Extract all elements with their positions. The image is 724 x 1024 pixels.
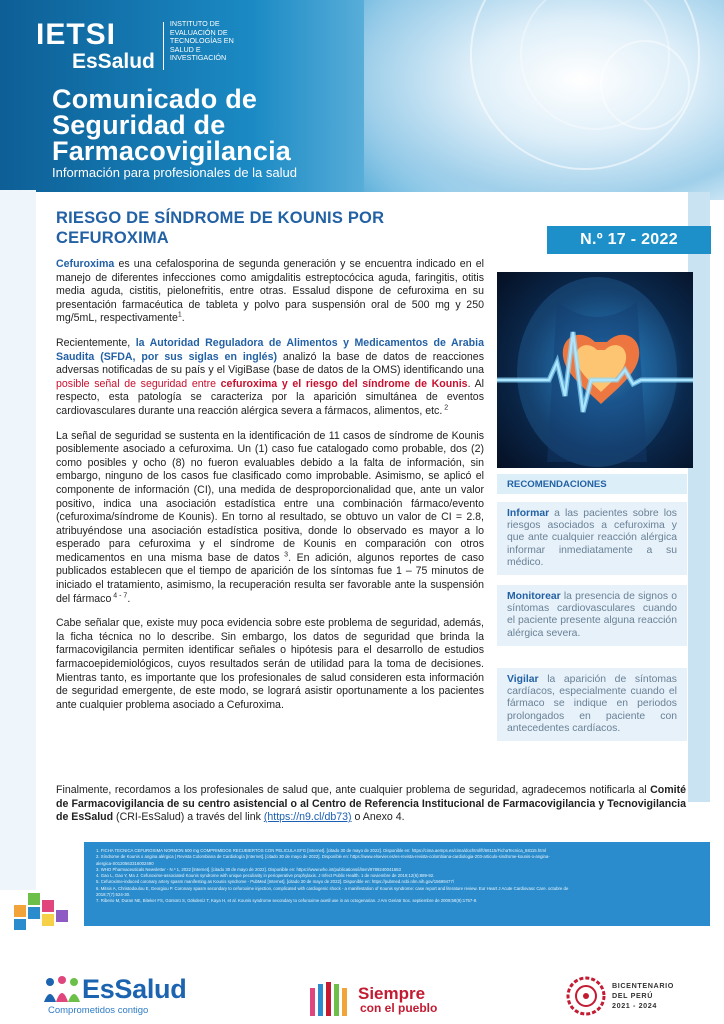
text-run: es una cefalosporina de segunda generación y se encuentra indicado en el manejo de diferentes infecciones como amigdalitis estreptocócica aguda, faringitis, otitis media aguda, cistitis, pielonefritis, entre otras. Essalud dispone de cefuroxima en su presentación farmacéutica de tableta y polvo para suspensión oral de 500 mg y 250 mg/5mL, respectivamente [56, 258, 484, 325]
article-title [56, 208, 476, 248]
citation-mark: 4 - 7 [111, 592, 128, 600]
bulletin-subtitle: Información para profesionales de la salud [52, 165, 297, 180]
bulletin-title [52, 86, 297, 180]
text-run: analizó la base de datos de reacciones adversas notificadas de su país y el VigiBase (base de datos de la OMS) identificando una [56, 350, 484, 377]
text-run: . Al respecto, esta patología se caracteriza por la aparición simultánea de eventos cardiovasculares durante una reacción alérgica severa a fármacos, alimentos, etc. [56, 377, 484, 417]
institute-line: SALUD E [169, 44, 201, 54]
citation-mark: 3 [279, 551, 289, 559]
recommendation-verb: Vigilar [507, 674, 539, 685]
institute-line: INVESTIGACIÓN [169, 53, 227, 63]
bicentenario-line: DEL PERÚ [612, 991, 654, 1001]
paragraph-evidence [56, 430, 484, 607]
text-run: . [127, 592, 131, 605]
bicentenario-icon [566, 976, 606, 1016]
agency-name: la Autoridad Reguladora de Alimentos y Medicamentos de Arabia Saudita (SFDA, por sus siglas en inglés) [56, 336, 484, 363]
logo-divider [163, 22, 164, 70]
people-icon [308, 980, 352, 1018]
essalud-wordmark: EsSalud [82, 974, 187, 1004]
article-body [56, 258, 484, 723]
ietsi-logo [36, 20, 260, 72]
siempre-line-1: Siempre [358, 983, 426, 1003]
bulletin-title-line: Seguridad de [52, 110, 226, 140]
institute-name [170, 20, 260, 63]
bulletin-title-line: Comunicado de [52, 84, 258, 114]
recommendation-card [497, 668, 687, 741]
reference-item: 7. Ribeiro M, Duran NE, Biteker FS, Gürsürü S, Gökdeniz T, Kaya H, et al. Kounis syndrome secondary to cefuroxime axetil use in an octogenarian. J Am Geriatr Soc. septiembre de 2009;58(9):1757-8. [96, 898, 478, 904]
signal-text-bold: cefuroxima y el riesgo del síndrome de Kounis [220, 377, 468, 390]
article-title-line: CEFUROXIMA [56, 229, 169, 247]
siempre-line-2: con el pueblo [360, 1000, 438, 1015]
reference-item: alergica-S0120563316002490 [96, 860, 154, 866]
heart-illustration [497, 272, 693, 468]
recommendation-verb: Monitorear [507, 591, 561, 602]
text-run: Recientemente, [56, 336, 136, 349]
recommendation-text: a las pacientes sobre los riesgos asociados a cefuroxima y que ante cualquier reacción alérgica informar inmediatamente a su médico. [507, 508, 677, 568]
committee-name: Comité de Farmacovigilancia de su centro asistencial o al Centro de Referencia Institucional de Farmacovigilancia y Tecnovigilancia de EsSalud [56, 784, 686, 824]
text-run: . [181, 312, 185, 325]
text-run: (CRI-EsSalud) a través del link [113, 811, 264, 824]
page-header [0, 0, 724, 200]
essalud-family-icon [42, 976, 82, 1004]
siempre-logo [308, 980, 437, 1018]
header-ring [600, 40, 690, 130]
paragraph-intro [56, 258, 484, 326]
citation-mark: 1 [177, 311, 182, 319]
reference-item: 1. FICHA TECNICA CEFUROXIMA NORMON 500 mg COMPRIMIDOS RECUBIERTOS CON PELICULA EFG [Internet]. [citado 30 de mayo de 2022]. Disponible en: https://cima.aemps.es/cima/dochtml/ft/68115/FichaTecnica_68115.html [96, 848, 546, 853]
references-box [84, 842, 710, 926]
recommendations-header: RECOMENDACIONES [497, 474, 687, 494]
recommendation-card [497, 585, 687, 646]
report-link[interactable]: (https://n9.cl/db73) [263, 811, 352, 824]
bulletin-title-line: Farmacovigilancia [52, 136, 292, 166]
paragraph-conclusion: Cabe señalar que, existe muy poca evidencia sobre este problema de seguridad, además, la ficha técnica no lo describe. Sin embargo, los datos de seguridad que brinda la farmacovigilancia permiten identificar señales o hipótesis para el desarrollo de estudios farmacoepidemiológicos, cuyos resultados serán de utilidad para la toma de decisiones. Mientras tanto, es importante que los profesionales de salud consideren esta información de seguridad emergente, de este modo, se logrará asistir oportunamente a los pacientes ante cualquier problema asociado a Cefuroxima. [56, 617, 484, 711]
signal-text: posible señal de seguridad entre [56, 377, 221, 390]
bicentenario-line: BICENTENARIO [612, 981, 674, 991]
paragraph-signal [56, 337, 484, 419]
essalud-logo [42, 974, 186, 1016]
recommendation-verb: Informar [507, 508, 550, 519]
text-run: La señal de seguridad se sustenta en la identificación de 11 casos de síndrome de Kounis posiblemente asociado a cefuroxima. Un (1) caso fue catalogado como probable, dos (2) como posibles y ocho (8) no fueron evaluables debido a la falta de información, sin embargo, ninguno de los casos fue clasificado como improbable. Asimismo, se aplicó el componente de información (CI), una medida de desproporcionalidad que, ante un valor positivo, indica una asociación estadística entre una combinación fármaco/evento (cefuroxima/síndrome de Kounis). En torno al resultado, se obtuvo un valor de CI = 2.8, atribuyéndose una asociación estadística positiva, donde lo observado es mayor a lo esperado para cefuroxima y el síndrome de Kounis en comparación con otros medicamentos en una misma base de datos [56, 429, 484, 564]
issue-number-badge: N.º 17 - 2022 [547, 226, 711, 254]
text-run: o Anexo 4. [351, 811, 405, 824]
reference-item: 5. Cefuroxime-induced coronary artery spasm manifesting as Kounis syndrome - PubMed [Internet]. [citado 30 de mayo de 2022]. Disponible en: https://pubmed.ncbi.nlm.nih.gov/15699477/ [96, 879, 455, 885]
institute-line: INSTITUTO DE [169, 19, 220, 28]
article-title-line: RIESGO DE SÍNDROME DE KOUNIS POR [56, 209, 385, 227]
essalud-tagline: Comprometidos contigo [48, 1005, 149, 1016]
reporting-paragraph [56, 784, 686, 825]
recommendation-text: la aparición de síntomas cardíacos, especialmente cuando el fármaco se indique en periodos prolongados en paciente con antecedentes cardíacos. [507, 674, 677, 734]
drug-name: Cefuroxima [56, 258, 115, 270]
page-footer [0, 930, 724, 1024]
logo-essalud-text: EsSalud [72, 50, 155, 73]
reference-item: 2018;7(7):624-30. [96, 892, 131, 898]
institute-line: TECNOLOGÍAS EN [169, 36, 234, 46]
left-margin-band [0, 190, 36, 890]
reference-item: 4. Gao L, Gao Y, Ma J. Cefuroxime-associated Kounis syndrome with unique peculiarity in perioperative prophylaxis. J Infect Public Health. 1 de noviembre de 2019;12(6):889-92. [96, 873, 435, 879]
institute-line: EVALUACIÓN DE [169, 27, 228, 37]
reference-item: 6. Mitsis A, Christodoulou E, Georgiou P. Coronary spasm secondary to cefuroxime injection, complicated with cardiogenic shock - a manifestation of Kounis syndrome: case report and literature review. Eur Heart J Acute Cardiovasc Care. octubre de [96, 885, 569, 891]
text-run: . En adición, algunos reportes de caso publicados establecen que el tiempo de aparición de los síntomas fue 1 – 75 minutos de iniciado el tratamiento, asimismo, la recuperación resulta ser favorable ante la suspensión del fármaco [56, 551, 484, 605]
recommendation-text: la presencia de signos o síntomas cardiovasculares cuando el paciente presente alguna reacción alérgica severa. [507, 591, 677, 639]
logo-ietsi-text: IETSI [36, 18, 117, 51]
recommendation-card [497, 502, 687, 575]
citation-mark: 2 [442, 404, 449, 412]
text-run: Finalmente, recordamos a los profesionales de salud que, ante cualquier problema de seguridad, agradecemos notificarla al [56, 784, 651, 796]
bicentenario-line: 2021 - 2024 [612, 1000, 657, 1010]
heart-graphic [497, 272, 693, 468]
reference-item: 2. Síndrome de Kounis o angina alérgica | Revista Colombiana de Cardiología [Internet]. [citado 30 de mayo de 2022]. Disponible en: https://www.elsevier.es/es-revista-revista-colombiana-cardiologia-203-articulo-sindrome-kounis-o-angina- [96, 854, 550, 860]
reference-item: 3. WHO Pharmaceuticals Newsletter - N.º 1, 2022 [Internet]. [citado 30 de mayo de 2022]. Disponible en: https://www.who.int/publications/i/item/9789240041653 [96, 866, 401, 872]
bicentenario-logo [566, 976, 674, 1016]
